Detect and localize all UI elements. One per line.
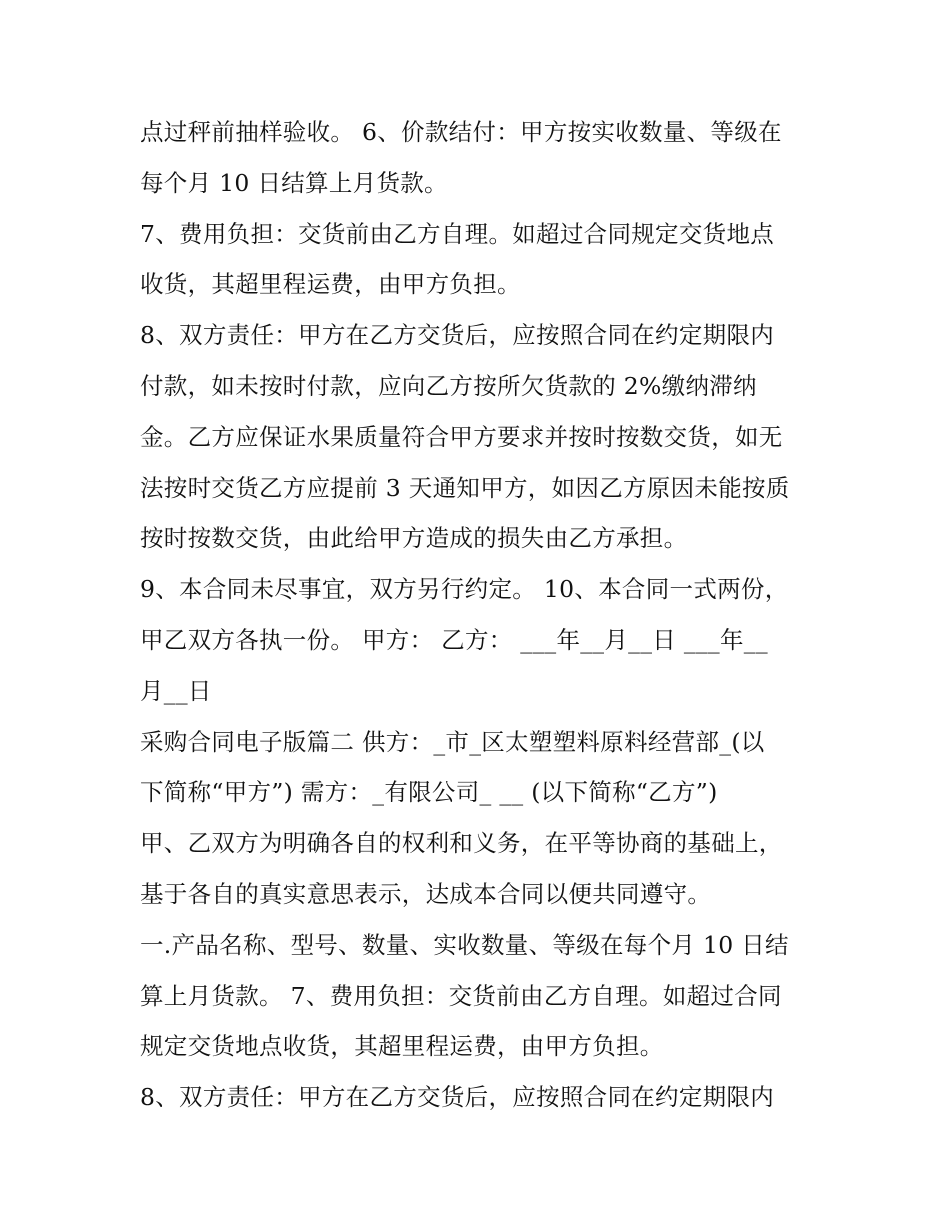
text-line: 9、本合同未尽事宜，双方另行约定。 10、本合同一式两份， [140, 575, 789, 604]
text-line: 8、双方责任：甲方在乙方交货后，应按照合同在约定期限内 [140, 1083, 775, 1112]
document-body [140, 107, 820, 1123]
text-line: 甲乙双方各执一份。 甲方： 乙方： ___年__月__日 ___年__ [140, 625, 768, 654]
text-line: 规定交货地点收货，其超里程运费，由甲方负担。 [140, 1032, 664, 1061]
text-line: 基于各自的真实意思表示，达成本合同以便共同遵守。 [140, 879, 712, 908]
text-line: 7、费用负担：交货前由乙方自理。如超过合同规定交货地点 [140, 219, 775, 248]
text-line: 金。乙方应保证水果质量符合甲方要求并按时按数交货，如无 [140, 422, 783, 451]
text-line: 下简称“甲方”) 需方：_有限公司_ __ (以下简称“乙方”) [140, 778, 718, 807]
text-line: 收货，其超里程运费，由甲方负担。 [140, 270, 521, 299]
text-line: 8、双方责任：甲方在乙方交货后，应按照合同在约定期限内 [140, 321, 775, 350]
text-line: 甲、乙双方为明确各自的权利和义务，在平等协商的基础上， [140, 829, 783, 858]
text-line: 每个月 10 日结算上月货款。 [140, 168, 448, 197]
text-line: 点过秤前抽样验收。 6、价款结付：甲方按实收数量、等级在 [140, 118, 782, 146]
text-line: 付款，如未按时付款，应向乙方按所欠货款的 2%缴纳滞纳 [140, 371, 757, 400]
text-line: 月__日 [140, 676, 212, 705]
text-line: 一.产品名称、型号、数量、实收数量、等级在每个月 10 日结 [140, 930, 789, 959]
text-line: 算上月货款。 7、费用负担：交货前由乙方自理。如超过合同 [140, 981, 782, 1010]
text-line: 法按时交货乙方应提前 3 天通知甲方，如因乙方原因未能按质 [140, 473, 790, 502]
text-line: 按时按数交货，由此给甲方造成的损失由乙方承担。 [140, 524, 688, 553]
text-line: 采购合同电子版篇二 供方：_市_区太塑塑料原料经营部_(以 [140, 727, 765, 756]
